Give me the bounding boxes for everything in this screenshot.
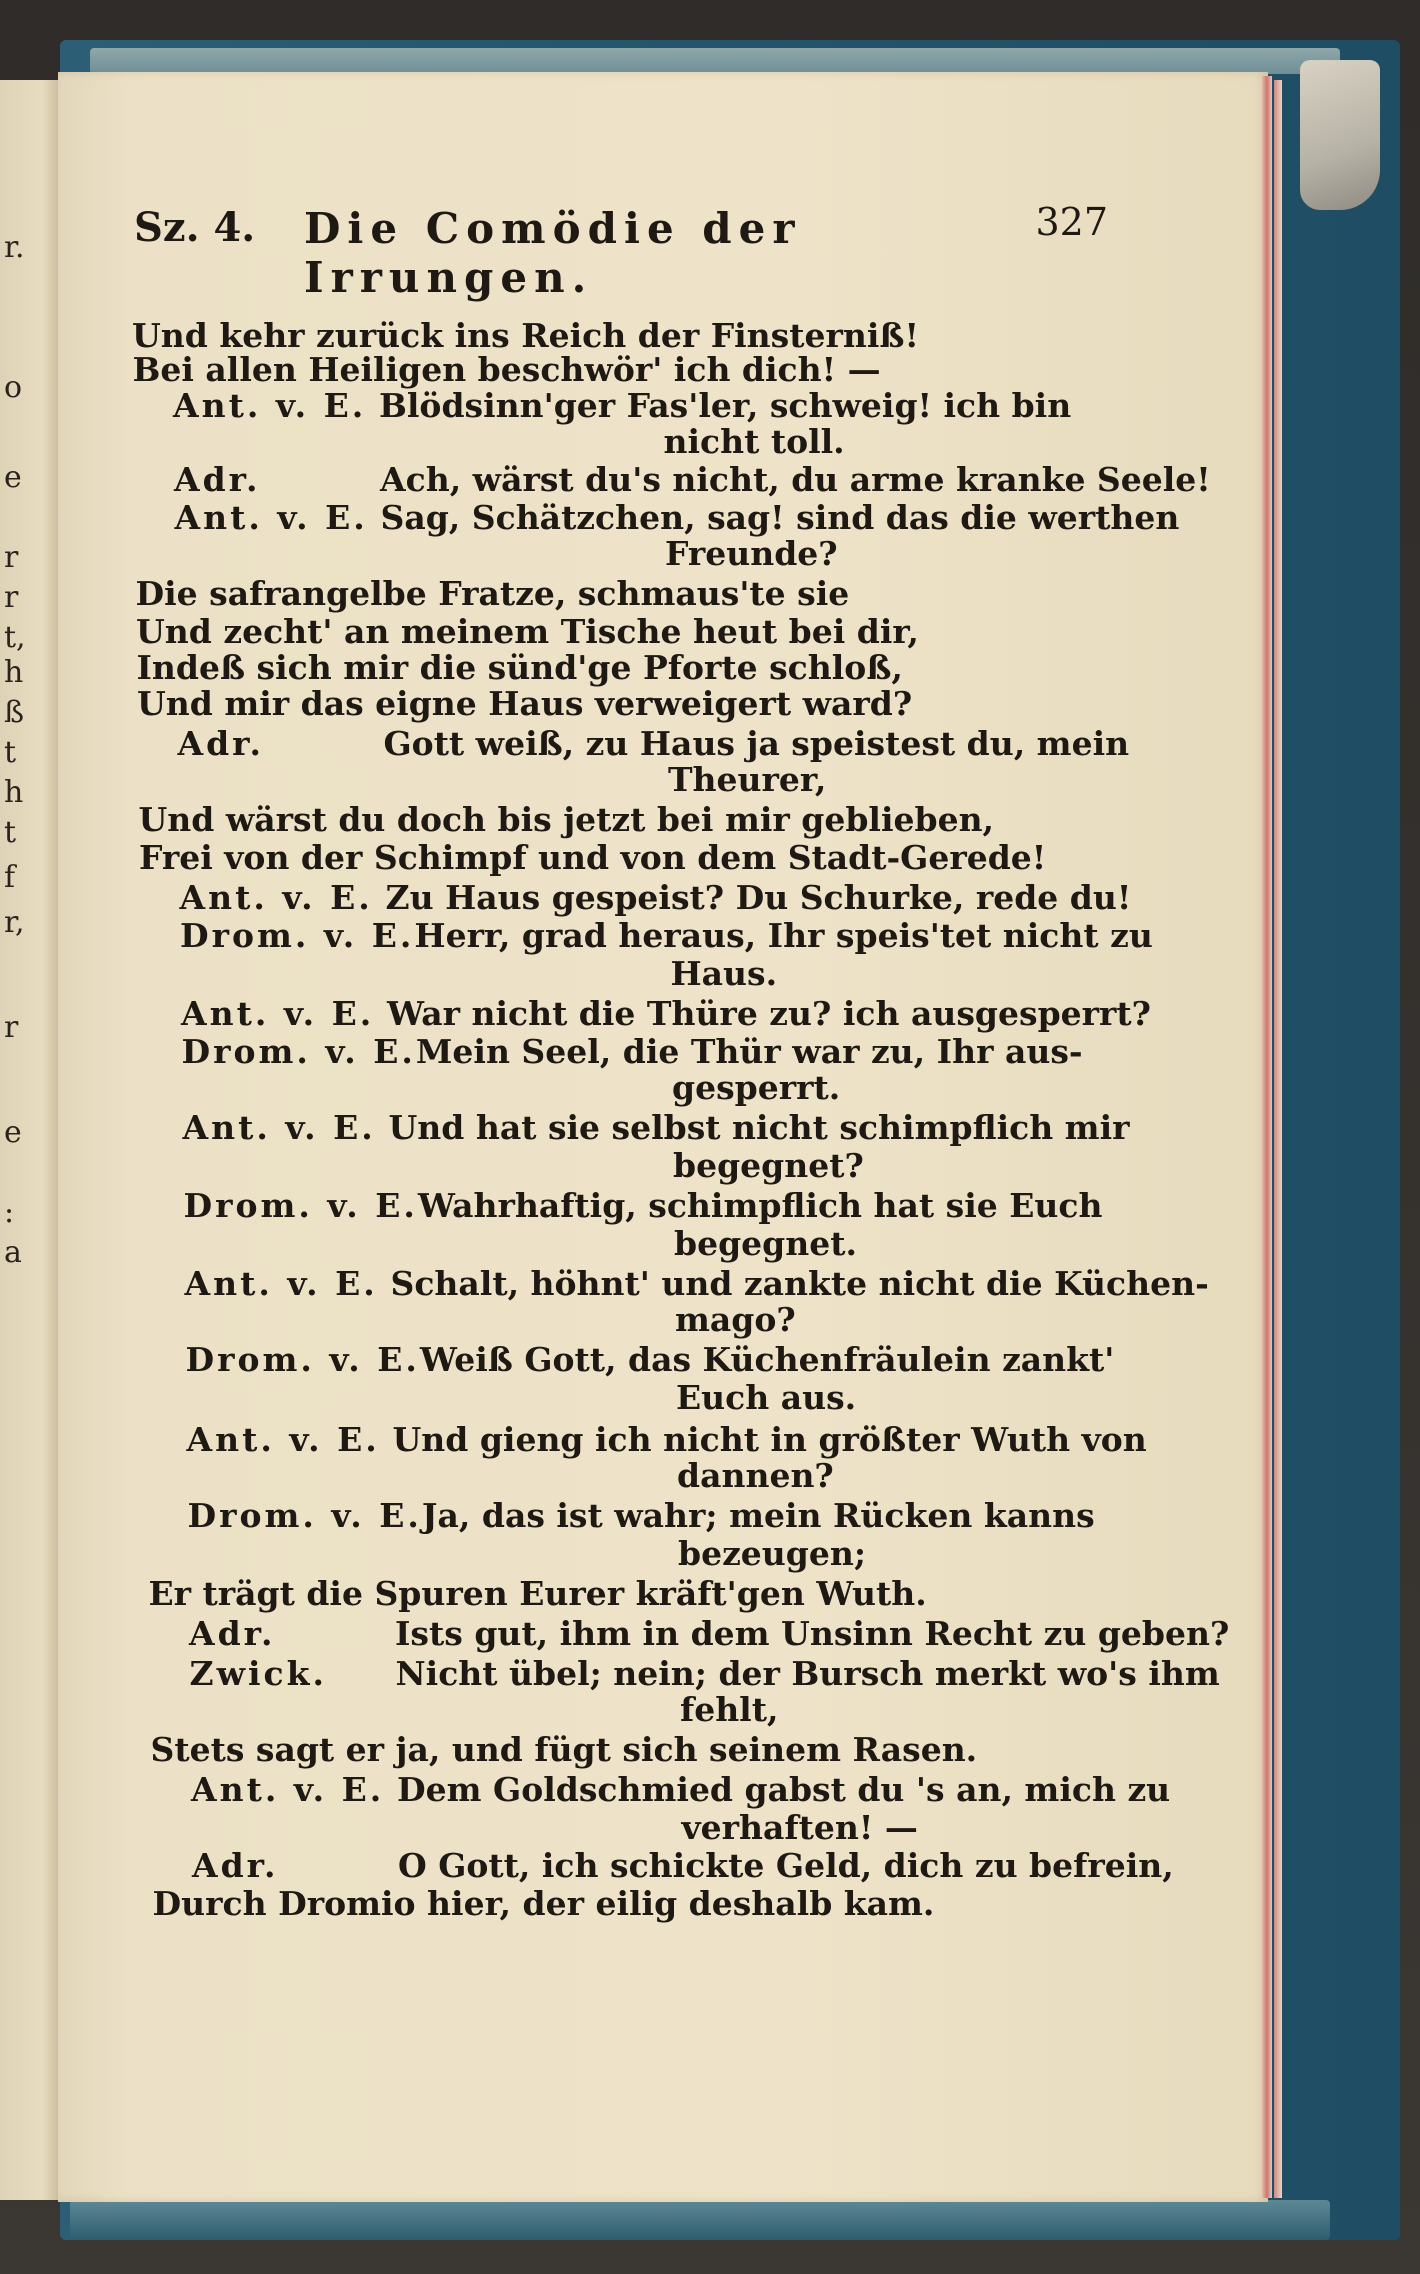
facing-page-fragment: t [4,815,17,850]
facing-page-fragment: r [4,540,19,575]
speech-text: O Gott, ich schickte Geld, dich zu befrein, [398,1846,1174,1885]
speech-text: Ists gut, ihm in dem Unsinn Recht zu geben? [395,1614,1230,1653]
verse-line: Er trägt die Spuren Eurer kräft'gen Wuth. [148,1574,927,1613]
speech-line [189,1614,1229,1654]
speaker-name: Adr. [177,724,265,763]
speech-line [185,1264,1209,1304]
continuation-line: bezeugen; [678,1534,867,1573]
facing-page-fragment: a [4,1235,22,1270]
facing-page-fragment: e [4,1115,22,1150]
speech-line [173,386,1071,426]
speech-text: Nicht übel; nein; der Bursch merkt wo's ihm [395,1654,1220,1693]
facing-page-fragment: : [4,1195,15,1230]
cover-edge [70,2200,1330,2240]
speech-line [183,1108,1130,1148]
continuation-line: fehlt, [680,1690,779,1729]
speech-line [180,916,1153,956]
speech-line [184,1186,1103,1226]
verse-line: Stets sagt er ja, und fügt sich seinem Rasen. [150,1730,978,1769]
scene-number: Sz. 4. [134,204,256,251]
speaker-name: Adr. [174,460,261,499]
facing-page-fragment: r. [4,230,25,265]
speech-line [181,994,1151,1034]
continuation-line: dannen? [677,1456,834,1495]
continuation-line: begegnet. [674,1224,857,1263]
speech-line [186,1340,1115,1380]
facing-page-fragment: f [4,860,16,895]
speaker-name: Ant. v. E. [179,878,373,917]
facing-page-fragment: ß [4,695,25,730]
page-edge [1274,80,1282,2198]
speaker-name: Adr. [192,1846,279,1885]
speaker-name: Zwick. [189,1654,327,1693]
facing-page-strip [0,80,60,2200]
facing-page-fragment: h [4,655,24,690]
facing-page-fragment: t, [4,620,26,655]
speech-text: Und gieng ich nicht in größter Wuth von [392,1420,1147,1459]
page-edge [1262,76,1272,2198]
speech-text: Herr, grad heraus, Ihr speis'tet nicht zu [414,916,1153,955]
verse-line: Bei allen Heiligen beschwör' ich dich! — [132,350,881,389]
speaker-name: Adr. [189,1614,276,1653]
verse-line: Und mir das eigne Haus verweigert ward? [137,684,913,723]
continuation-line: verhaften! — [681,1808,918,1847]
page-number: 327 [1035,200,1108,244]
continuation-line: Theurer, [668,760,827,799]
cover-edge [90,48,1340,74]
speech-text: Ach, wärst du's nicht, du arme kranke Seele! [380,460,1211,499]
verse-line: Indeß sich mir die sünd'ge Pforte schloß, [136,648,903,687]
torn-corner [1300,60,1380,210]
facing-page-fragment: t [4,735,17,770]
continuation-line: gesperrt. [672,1068,841,1107]
continuation-line: mago? [675,1300,796,1339]
speech-text: War nicht die Thüre zu? ich ausgesperrt? [387,994,1151,1033]
speech-line [188,1496,1095,1536]
continuation-line: Freunde? [665,534,838,573]
continuation-line: Euch aus. [676,1378,857,1417]
speech-text: Und hat sie selbst nicht schimpflich mir [388,1108,1130,1147]
speech-text: Mein Seel, die Thür war zu, Ihr aus- [415,1032,1083,1071]
speech-line [174,460,1211,500]
speaker-name: Ant. v. E. [174,498,368,537]
verse-line: Die safrangelbe Fratze, schmaus'te sie [135,574,850,613]
speaker-name: Ant. v. E. [182,1108,376,1147]
running-header [134,200,1108,302]
facing-page-fragment: h [4,775,24,810]
continuation-line: begegnet? [673,1146,864,1185]
speech-line [187,1420,1147,1460]
facing-page-fragment: r, [4,905,25,940]
facing-page-fragment: r [4,1010,19,1045]
speech-line [182,1032,1083,1072]
facing-page-fragment: e [4,460,22,495]
speech-text: Gott weiß, zu Haus ja speistest du, mein [383,724,1130,763]
speech-text: Schalt, höhnt' und zankte nicht die Küchen- [390,1264,1209,1303]
verse-line: Frei von der Schimpf und von dem Stadt-Gerede! [139,838,1047,877]
continuation-line: nicht toll. [663,422,845,461]
speaker-name: Drom. v. E. [180,916,415,955]
speech-text: Zu Haus gespeist? Du Schurke, rede du! [385,878,1132,917]
verse-line: Und kehr zurück ins Reich der Finsterniß! [132,316,919,355]
continuation-line: Haus. [670,954,778,993]
speech-line [178,724,1130,764]
facing-page-fragment: o [4,370,23,405]
speech-text: Dem Goldschmied gabst du 's an, mich zu [397,1770,1171,1809]
verse-line: Und wärst du doch bis jetzt bei mir geblieben, [138,800,995,839]
speech-text: Blödsinn'ger Fas'ler, schweig! ich bin [379,386,1072,425]
verse-line: Durch Dromio hier, der eilig deshalb kam. [152,1884,935,1923]
speaker-name: Ant. v. E. [186,1420,380,1459]
play-title: Die Comödie der Irrungen. [304,204,802,302]
speech-line [192,1846,1174,1886]
verse-line: Und zecht' an meinem Tische heut bei dir, [136,612,919,651]
speech-text: Wahrhaftig, schimpflich hat sie Euch [417,1186,1103,1225]
speech-line [180,878,1132,918]
speaker-name: Ant. v. E. [184,1264,378,1303]
speech-line [191,1770,1170,1810]
speech-line [190,1654,1220,1694]
speech-line [175,498,1180,538]
speaker-name: Drom. v. E. [181,1032,416,1071]
facing-page-fragment: r [4,580,19,615]
speaker-name: Ant. v. E. [181,994,375,1033]
speaker-name: Ant. v. E. [191,1770,385,1809]
speaker-name: Drom. v. E. [185,1340,420,1379]
speaker-name: Drom. v. E. [183,1186,418,1225]
speaker-name: Drom. v. E. [187,1496,422,1535]
speaker-name: Ant. v. E. [173,386,367,425]
speech-text: Sag, Schätzchen, sag! sind das die werthen [380,498,1180,537]
speech-text: Weiß Gott, das Küchenfräulein zankt' [419,1340,1115,1379]
speech-text: Ja, das ist wahr; mein Rücken kanns [421,1496,1095,1535]
